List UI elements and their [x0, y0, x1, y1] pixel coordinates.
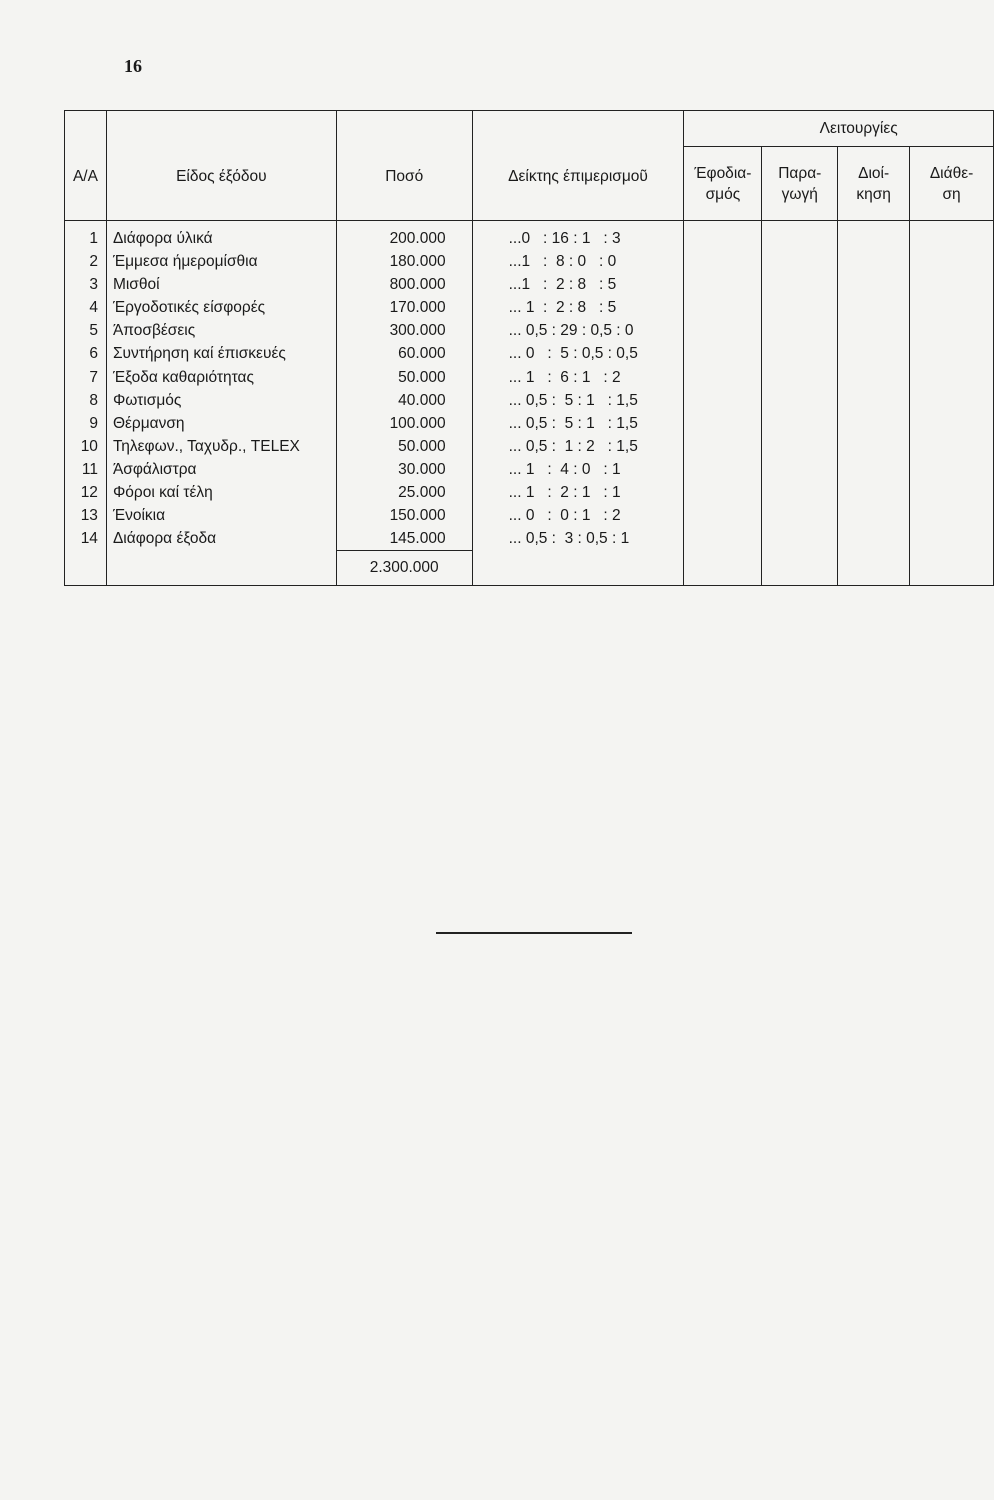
- disposal-cell: [910, 250, 994, 273]
- supply-cell: [684, 221, 762, 251]
- expense-amount: 300.000: [336, 319, 472, 342]
- supply-cell: [684, 435, 762, 458]
- header-disposal: [910, 147, 994, 221]
- expense-type: Άποσβέσεις: [106, 319, 336, 342]
- allocation-index: ... 0,5 : 5 : 1 : 1,5: [472, 389, 684, 412]
- header-disposal-line1: Διάθε-: [929, 164, 974, 182]
- header-supply-line2: σμός: [705, 185, 741, 203]
- row-number: 11: [65, 458, 107, 481]
- row-number: 3: [65, 273, 107, 296]
- disposal-cell: [910, 551, 994, 586]
- table-row: [65, 527, 994, 551]
- supply-cell: [684, 389, 762, 412]
- supply-cell: [684, 481, 762, 504]
- expense-type: Μισθοί: [106, 273, 336, 296]
- total-amount: 2.300.000: [336, 551, 472, 586]
- allocation-index: ... 0 : 0 : 1 : 2: [472, 504, 684, 527]
- supply-cell: [684, 412, 762, 435]
- expense-amount: 100.000: [336, 412, 472, 435]
- table-row: [65, 366, 994, 389]
- administration-cell: [838, 435, 910, 458]
- administration-cell: [838, 366, 910, 389]
- production-cell: [762, 319, 838, 342]
- table-row: [65, 481, 994, 504]
- expense-amount: 150.000: [336, 504, 472, 527]
- administration-cell: [838, 273, 910, 296]
- disposal-cell: [910, 458, 994, 481]
- header-amount: Ποσό: [336, 111, 472, 221]
- header-supply-line1: Έφοδια-: [694, 164, 752, 182]
- production-cell: [762, 342, 838, 365]
- header-production-line2: γωγή: [781, 185, 818, 203]
- expense-type: Έμμεσα ήμερομίσθια: [106, 250, 336, 273]
- supply-cell: [684, 319, 762, 342]
- header-administration-line2: κηση: [856, 185, 891, 203]
- row-number: 4: [65, 296, 107, 319]
- administration-cell: [838, 221, 910, 251]
- disposal-cell: [910, 273, 994, 296]
- expense-amount: 170.000: [336, 296, 472, 319]
- production-cell: [762, 504, 838, 527]
- disposal-cell: [910, 221, 994, 251]
- disposal-cell: [910, 412, 994, 435]
- header-allocation-index-label: Δείκτης έπιμερισμοῦ: [508, 168, 648, 185]
- administration-cell: [838, 319, 910, 342]
- production-cell: [762, 273, 838, 296]
- expense-type: Τηλεφων., Ταχυδρ., TELEX: [106, 435, 336, 458]
- supply-cell: [684, 366, 762, 389]
- table-row: [65, 296, 994, 319]
- production-cell: [762, 366, 838, 389]
- administration-cell: [838, 481, 910, 504]
- cost-allocation-table: [64, 110, 994, 586]
- administration-cell: [838, 458, 910, 481]
- allocation-index: ... 0,5 : 3 : 0,5 : 1: [472, 527, 684, 551]
- table-row: [65, 458, 994, 481]
- table-row: [65, 319, 994, 342]
- header-allocation-index: [472, 111, 684, 221]
- supply-cell: [684, 504, 762, 527]
- row-number: 13: [65, 504, 107, 527]
- administration-cell: [838, 250, 910, 273]
- row-number: 1: [65, 221, 107, 251]
- expense-type: Συντήρηση καί έπισκευές: [106, 342, 336, 365]
- expense-type: [106, 551, 336, 586]
- disposal-cell: [910, 435, 994, 458]
- header-production: [762, 147, 838, 221]
- allocation-index: ... 0 : 5 : 0,5 : 0,5: [472, 342, 684, 365]
- table-row: [65, 273, 994, 296]
- row-number: 6: [65, 342, 107, 365]
- expense-type: Ένοίκια: [106, 504, 336, 527]
- header-supply: [684, 147, 762, 221]
- header-administration-line1: Διοί-: [858, 164, 890, 182]
- expense-type: Φόροι καί τέλη: [106, 481, 336, 504]
- allocation-index: ... 1 : 2 : 8 : 5: [472, 296, 684, 319]
- expense-amount: 145.000: [336, 527, 472, 551]
- production-cell: [762, 389, 838, 412]
- production-cell: [762, 250, 838, 273]
- row-number: 12: [65, 481, 107, 504]
- disposal-cell: [910, 481, 994, 504]
- row-number: 5: [65, 319, 107, 342]
- supply-cell: [684, 458, 762, 481]
- expense-amount: 200.000: [336, 221, 472, 251]
- header-functions: Λειτουργίες: [684, 111, 994, 147]
- table-row: [65, 504, 994, 527]
- header-expense-type: Είδος έξόδου: [106, 111, 336, 221]
- row-number: 14: [65, 527, 107, 551]
- allocation-index: ... 0,5 : 5 : 1 : 1,5: [472, 412, 684, 435]
- expense-amount: 50.000: [336, 435, 472, 458]
- expense-type: Διάφορα ύλικά: [106, 221, 336, 251]
- table-row: [65, 221, 994, 251]
- production-cell: [762, 481, 838, 504]
- table-row: [65, 412, 994, 435]
- disposal-cell: [910, 527, 994, 551]
- allocation-index: ... 0,5 : 1 : 2 : 1,5: [472, 435, 684, 458]
- page-number: 16: [124, 56, 142, 76]
- allocation-index: ... 0,5 : 29 : 0,5 : 0: [472, 319, 684, 342]
- disposal-cell: [910, 366, 994, 389]
- total-row: [65, 551, 994, 586]
- expense-amount: 25.000: [336, 481, 472, 504]
- production-cell: [762, 435, 838, 458]
- administration-cell: [838, 342, 910, 365]
- allocation-index: ...1 : 2 : 8 : 5: [472, 273, 684, 296]
- production-cell: [762, 221, 838, 251]
- supply-cell: [684, 527, 762, 551]
- administration-cell: [838, 504, 910, 527]
- expense-type: Έξοδα καθαριότητας: [106, 366, 336, 389]
- supply-cell: [684, 296, 762, 319]
- supply-cell: [684, 250, 762, 273]
- production-cell: [762, 412, 838, 435]
- expense-type: Θέρμανση: [106, 412, 336, 435]
- row-number: 7: [65, 366, 107, 389]
- supply-cell: [684, 551, 762, 586]
- header-aa: Α/Α: [65, 111, 107, 221]
- table-body: [65, 221, 994, 586]
- header-administration: [838, 147, 910, 221]
- expense-amount: 60.000: [336, 342, 472, 365]
- allocation-index: [472, 551, 684, 586]
- administration-cell: [838, 296, 910, 319]
- table-row: [65, 342, 994, 365]
- allocation-index: ... 1 : 6 : 1 : 2: [472, 366, 684, 389]
- administration-cell: [838, 551, 910, 586]
- table-row: [65, 389, 994, 412]
- expense-type: Διάφορα έξοδα: [106, 527, 336, 551]
- expense-amount: 180.000: [336, 250, 472, 273]
- production-cell: [762, 551, 838, 586]
- production-cell: [762, 458, 838, 481]
- allocation-index: ...0 : 16 : 1 : 3: [472, 221, 684, 251]
- row-number: 10: [65, 435, 107, 458]
- table-row: [65, 250, 994, 273]
- section-divider-line: [436, 932, 632, 934]
- production-cell: [762, 296, 838, 319]
- row-number: [65, 551, 107, 586]
- header-production-line1: Παρα-: [778, 164, 822, 182]
- row-number: 9: [65, 412, 107, 435]
- supply-cell: [684, 273, 762, 296]
- allocation-index: ... 1 : 2 : 1 : 1: [472, 481, 684, 504]
- disposal-cell: [910, 342, 994, 365]
- administration-cell: [838, 389, 910, 412]
- allocation-index: ... 1 : 4 : 0 : 1: [472, 458, 684, 481]
- expense-amount: 800.000: [336, 273, 472, 296]
- expense-amount: 50.000: [336, 366, 472, 389]
- disposal-cell: [910, 504, 994, 527]
- disposal-cell: [910, 389, 994, 412]
- supply-cell: [684, 342, 762, 365]
- row-number: 8: [65, 389, 107, 412]
- production-cell: [762, 527, 838, 551]
- disposal-cell: [910, 296, 994, 319]
- expense-type: Έργοδοτικές είσφορές: [106, 296, 336, 319]
- disposal-cell: [910, 319, 994, 342]
- header-disposal-line2: ση: [942, 185, 961, 203]
- row-number: 2: [65, 250, 107, 273]
- expense-type: Φωτισμός: [106, 389, 336, 412]
- expense-type: Άσφάλιστρα: [106, 458, 336, 481]
- expense-amount: 30.000: [336, 458, 472, 481]
- administration-cell: [838, 527, 910, 551]
- table-row: [65, 435, 994, 458]
- administration-cell: [838, 412, 910, 435]
- expense-amount: 40.000: [336, 389, 472, 412]
- allocation-index: ...1 : 8 : 0 : 0: [472, 250, 684, 273]
